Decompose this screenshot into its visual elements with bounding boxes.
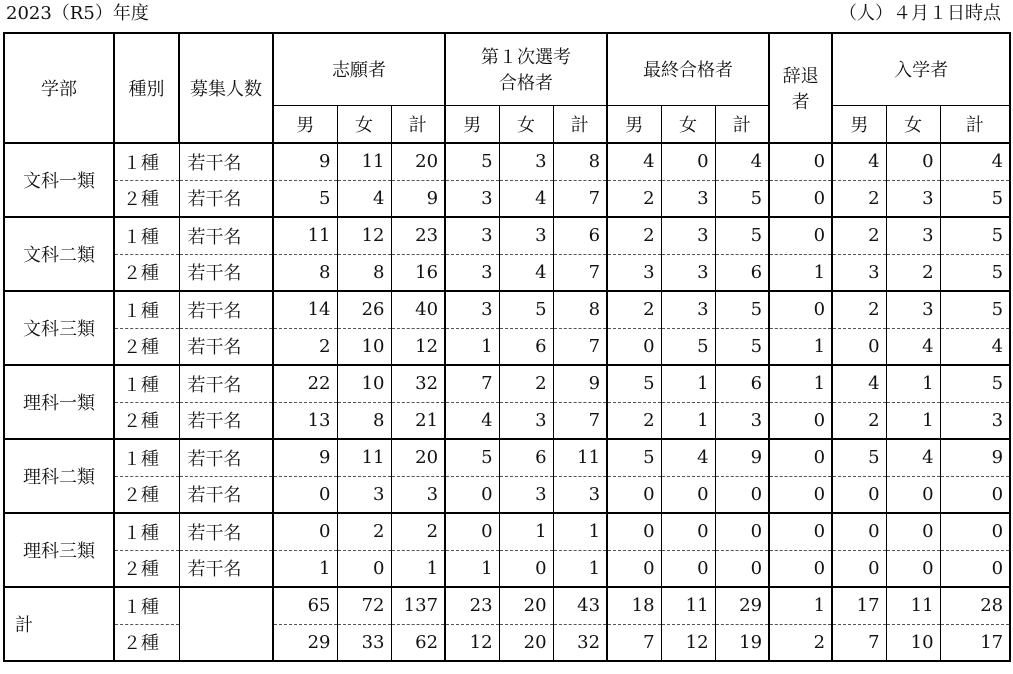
cell-fp-m: 3 — [445, 254, 499, 291]
cell-fin-f: 5 — [661, 328, 715, 365]
cell-app-m: 5 — [273, 180, 337, 217]
faculty-name: 文科二類 — [4, 217, 114, 291]
cell-app-m: 0 — [273, 476, 337, 513]
cell-fin-m: 0 — [607, 550, 661, 587]
cell-fp-f: 6 — [499, 328, 553, 365]
cell-ent-m: 3 — [832, 254, 886, 291]
cell-dec: 0 — [769, 550, 832, 587]
cell-fp-f: 2 — [499, 365, 553, 402]
cell-fp-t: 7 — [553, 254, 607, 291]
table-row — [4, 291, 1010, 328]
sub-header-final-pass-male: 男 — [607, 105, 661, 143]
cell-ent-f: 0 — [886, 143, 940, 180]
cell-ent-t: 4 — [940, 328, 1010, 365]
sub-header-final-pass-female: 女 — [661, 105, 715, 143]
faculty-name: 文科一類 — [4, 143, 114, 217]
col-header-first-pass: 第１次選考合格者 — [445, 33, 607, 105]
col-header-enrolled: 入学者 — [832, 33, 1010, 105]
cell-app-f: 72 — [337, 587, 391, 624]
cell-app-t: 20 — [391, 143, 445, 180]
sub-header-enrolled-female: 女 — [886, 105, 940, 143]
cell-fin-m: 0 — [607, 476, 661, 513]
cell-app-m: 11 — [273, 217, 337, 254]
cell-dec: 0 — [769, 402, 832, 439]
sub-header-final-pass-total: 計 — [715, 105, 769, 143]
table-body — [4, 143, 1010, 661]
cell-app-t: 137 — [391, 587, 445, 624]
cell-dec: 0 — [769, 217, 832, 254]
cell-fp-t: 32 — [553, 624, 607, 661]
cell-app-f: 3 — [337, 476, 391, 513]
cell-ent-f: 0 — [886, 476, 940, 513]
cell-ent-m: 2 — [832, 291, 886, 328]
table-row — [4, 624, 1010, 661]
kind-cell: ２種 — [114, 180, 179, 217]
faculty-name: 理科一類 — [4, 365, 114, 439]
cell-ent-t: 0 — [940, 513, 1010, 550]
cell-app-f: 0 — [337, 550, 391, 587]
cell-ent-m: 2 — [832, 217, 886, 254]
table-row — [4, 439, 1010, 476]
cell-fin-f: 0 — [661, 143, 715, 180]
table-row — [4, 328, 1010, 365]
cell-ent-m: 0 — [832, 513, 886, 550]
cell-ent-m: 2 — [832, 180, 886, 217]
cell-dec: 0 — [769, 143, 832, 180]
faculty-name: 文科三類 — [4, 291, 114, 365]
cell-fin-t: 3 — [715, 402, 769, 439]
cell-fp-t: 1 — [553, 550, 607, 587]
cell-fp-m: 5 — [445, 439, 499, 476]
cell-app-f: 11 — [337, 143, 391, 180]
cell-fp-t: 8 — [553, 143, 607, 180]
kind-cell: １種 — [114, 587, 179, 624]
cell-fp-t: 1 — [553, 513, 607, 550]
cell-fin-f: 3 — [661, 254, 715, 291]
cell-ent-m: 4 — [832, 365, 886, 402]
cell-fin-f: 1 — [661, 402, 715, 439]
cell-app-f: 8 — [337, 254, 391, 291]
table-row — [4, 550, 1010, 587]
cell-app-t: 40 — [391, 291, 445, 328]
kind-cell: ２種 — [114, 254, 179, 291]
table-row — [4, 513, 1010, 550]
cell-fin-m: 3 — [607, 254, 661, 291]
col-header-kind: 種別 — [114, 33, 179, 143]
cell-fin-f: 3 — [661, 217, 715, 254]
quota-cell: 若干名 — [179, 328, 273, 365]
cell-fp-m: 12 — [445, 624, 499, 661]
cell-ent-t: 0 — [940, 550, 1010, 587]
year-label: 2023（R5）年度 — [6, 3, 149, 24]
cell-fp-f: 4 — [499, 254, 553, 291]
table-row — [4, 143, 1010, 180]
cell-ent-t: 28 — [940, 587, 1010, 624]
sub-header-first-pass-male: 男 — [445, 105, 499, 143]
kind-cell: １種 — [114, 365, 179, 402]
kind-cell: ２種 — [114, 550, 179, 587]
cell-ent-m: 0 — [832, 476, 886, 513]
cell-ent-m: 7 — [832, 624, 886, 661]
col-header-declined: 辞退者 — [769, 33, 832, 143]
cell-app-t: 62 — [391, 624, 445, 661]
cell-app-m: 13 — [273, 402, 337, 439]
cell-fin-m: 18 — [607, 587, 661, 624]
cell-fin-f: 12 — [661, 624, 715, 661]
cell-ent-t: 9 — [940, 439, 1010, 476]
cell-fp-m: 5 — [445, 143, 499, 180]
cell-app-t: 3 — [391, 476, 445, 513]
quota-cell: 若干名 — [179, 513, 273, 550]
cell-fp-m: 3 — [445, 291, 499, 328]
cell-fp-f: 5 — [499, 291, 553, 328]
cell-fin-f: 1 — [661, 365, 715, 402]
cell-ent-m: 17 — [832, 587, 886, 624]
cell-fin-t: 5 — [715, 328, 769, 365]
cell-fp-f: 0 — [499, 550, 553, 587]
cell-dec: 1 — [769, 328, 832, 365]
cell-fp-f: 3 — [499, 143, 553, 180]
cell-fin-t: 5 — [715, 180, 769, 217]
sub-header-first-pass-total: 計 — [553, 105, 607, 143]
cell-fp-f: 3 — [499, 217, 553, 254]
cell-app-m: 9 — [273, 143, 337, 180]
quota-cell: 若干名 — [179, 180, 273, 217]
kind-cell: １種 — [114, 291, 179, 328]
table-row — [4, 476, 1010, 513]
cell-app-m: 2 — [273, 328, 337, 365]
cell-ent-t: 17 — [940, 624, 1010, 661]
faculty-name: 理科三類 — [4, 513, 114, 587]
col-header-applicants: 志願者 — [273, 33, 445, 105]
cell-app-f: 12 — [337, 217, 391, 254]
cell-ent-f: 3 — [886, 291, 940, 328]
cell-fp-f: 20 — [499, 587, 553, 624]
cell-ent-f: 0 — [886, 513, 940, 550]
cell-app-f: 10 — [337, 365, 391, 402]
cell-fp-m: 3 — [445, 217, 499, 254]
kind-cell: ２種 — [114, 328, 179, 365]
cell-app-m: 0 — [273, 513, 337, 550]
cell-app-t: 2 — [391, 513, 445, 550]
quota-cell — [179, 587, 273, 624]
cell-ent-f: 11 — [886, 587, 940, 624]
cell-app-f: 11 — [337, 439, 391, 476]
cell-app-m: 8 — [273, 254, 337, 291]
faculty-name: 理科二類 — [4, 439, 114, 513]
table-row — [4, 217, 1010, 254]
cell-ent-m: 5 — [832, 439, 886, 476]
cell-fin-m: 2 — [607, 291, 661, 328]
cell-fin-t: 6 — [715, 365, 769, 402]
cell-fin-m: 5 — [607, 439, 661, 476]
cell-ent-f: 2 — [886, 254, 940, 291]
cell-fp-f: 6 — [499, 439, 553, 476]
cell-fin-t: 0 — [715, 550, 769, 587]
cell-fp-m: 23 — [445, 587, 499, 624]
cell-app-f: 10 — [337, 328, 391, 365]
cell-fin-m: 7 — [607, 624, 661, 661]
cell-app-f: 8 — [337, 402, 391, 439]
cell-fp-t: 3 — [553, 476, 607, 513]
sub-header-applicants-female: 女 — [337, 105, 391, 143]
cell-fp-t: 8 — [553, 291, 607, 328]
cell-fp-m: 0 — [445, 513, 499, 550]
cell-fp-t: 9 — [553, 365, 607, 402]
cell-ent-t: 5 — [940, 365, 1010, 402]
cell-fp-t: 11 — [553, 439, 607, 476]
cell-ent-m: 0 — [832, 328, 886, 365]
cell-fin-t: 5 — [715, 217, 769, 254]
quota-cell: 若干名 — [179, 291, 273, 328]
cell-fp-t: 6 — [553, 217, 607, 254]
cell-app-m: 29 — [273, 624, 337, 661]
quota-cell: 若干名 — [179, 217, 273, 254]
cell-app-m: 14 — [273, 291, 337, 328]
date-note: （人）４月１日時点 — [839, 3, 1001, 24]
quota-cell: 若干名 — [179, 550, 273, 587]
cell-fp-m: 0 — [445, 476, 499, 513]
cell-fin-m: 0 — [607, 513, 661, 550]
cell-fp-f: 20 — [499, 624, 553, 661]
cell-ent-t: 5 — [940, 217, 1010, 254]
cell-app-t: 9 — [391, 180, 445, 217]
cell-ent-t: 0 — [940, 476, 1010, 513]
col-header-faculty: 学部 — [4, 33, 114, 143]
cell-ent-m: 4 — [832, 143, 886, 180]
cell-fp-m: 1 — [445, 550, 499, 587]
quota-cell: 若干名 — [179, 476, 273, 513]
kind-cell: ２種 — [114, 402, 179, 439]
sub-header-first-pass-female: 女 — [499, 105, 553, 143]
cell-app-m: 65 — [273, 587, 337, 624]
quota-cell: 若干名 — [179, 143, 273, 180]
cell-fp-f: 1 — [499, 513, 553, 550]
kind-cell: ２種 — [114, 624, 179, 661]
col-header-final-pass: 最終合格者 — [607, 33, 769, 105]
cell-fin-m: 0 — [607, 328, 661, 365]
cell-dec: 1 — [769, 587, 832, 624]
cell-app-t: 23 — [391, 217, 445, 254]
cell-fin-f: 0 — [661, 513, 715, 550]
cell-app-t: 21 — [391, 402, 445, 439]
cell-fin-t: 6 — [715, 254, 769, 291]
sub-header-applicants-male: 男 — [273, 105, 337, 143]
cell-app-t: 16 — [391, 254, 445, 291]
sub-header-enrolled-total: 計 — [940, 105, 1010, 143]
kind-cell: １種 — [114, 513, 179, 550]
admissions-table — [3, 32, 1011, 662]
cell-ent-f: 3 — [886, 180, 940, 217]
cell-fin-t: 4 — [715, 143, 769, 180]
table-row — [4, 254, 1010, 291]
cell-ent-t: 5 — [940, 291, 1010, 328]
quota-cell: 若干名 — [179, 254, 273, 291]
cell-ent-m: 2 — [832, 402, 886, 439]
cell-fp-t: 43 — [553, 587, 607, 624]
cell-dec: 2 — [769, 624, 832, 661]
cell-ent-f: 0 — [886, 550, 940, 587]
cell-fin-m: 2 — [607, 217, 661, 254]
cell-ent-t: 3 — [940, 402, 1010, 439]
cell-app-f: 4 — [337, 180, 391, 217]
cell-app-m: 1 — [273, 550, 337, 587]
cell-fin-t: 0 — [715, 476, 769, 513]
kind-cell: １種 — [114, 143, 179, 180]
quota-cell: 若干名 — [179, 402, 273, 439]
kind-cell: ２種 — [114, 476, 179, 513]
cell-fp-f: 3 — [499, 476, 553, 513]
quota-cell: 若干名 — [179, 365, 273, 402]
cell-ent-f: 1 — [886, 365, 940, 402]
table-row — [4, 587, 1010, 624]
cell-fin-f: 3 — [661, 291, 715, 328]
cell-fp-m: 1 — [445, 328, 499, 365]
col-header-quota: 募集人数 — [179, 33, 273, 143]
cell-fin-t: 5 — [715, 291, 769, 328]
cell-fin-m: 4 — [607, 143, 661, 180]
cell-fin-m: 2 — [607, 402, 661, 439]
cell-fp-t: 7 — [553, 180, 607, 217]
cell-dec: 1 — [769, 254, 832, 291]
cell-ent-f: 4 — [886, 439, 940, 476]
cell-fin-m: 5 — [607, 365, 661, 402]
cell-fin-f: 0 — [661, 476, 715, 513]
cell-app-t: 12 — [391, 328, 445, 365]
cell-fp-m: 4 — [445, 402, 499, 439]
cell-ent-f: 10 — [886, 624, 940, 661]
cell-fin-f: 0 — [661, 550, 715, 587]
kind-cell: １種 — [114, 217, 179, 254]
table-row — [4, 365, 1010, 402]
cell-app-t: 20 — [391, 439, 445, 476]
cell-fin-f: 4 — [661, 439, 715, 476]
cell-app-t: 1 — [391, 550, 445, 587]
cell-fin-t: 0 — [715, 513, 769, 550]
cell-dec: 0 — [769, 180, 832, 217]
cell-app-t: 32 — [391, 365, 445, 402]
cell-fp-m: 7 — [445, 365, 499, 402]
cell-dec: 0 — [769, 439, 832, 476]
cell-ent-f: 4 — [886, 328, 940, 365]
cell-ent-t: 4 — [940, 143, 1010, 180]
sub-header-enrolled-male: 男 — [832, 105, 886, 143]
cell-fin-t: 19 — [715, 624, 769, 661]
table-row — [4, 180, 1010, 217]
cell-fp-t: 7 — [553, 402, 607, 439]
cell-dec: 1 — [769, 365, 832, 402]
cell-app-f: 33 — [337, 624, 391, 661]
sub-header-applicants-total: 計 — [391, 105, 445, 143]
table-row — [4, 402, 1010, 439]
cell-fp-f: 4 — [499, 180, 553, 217]
cell-fin-m: 2 — [607, 180, 661, 217]
table-header — [4, 33, 1010, 143]
cell-ent-m: 0 — [832, 550, 886, 587]
cell-fin-f: 11 — [661, 587, 715, 624]
cell-ent-t: 5 — [940, 254, 1010, 291]
cell-app-f: 26 — [337, 291, 391, 328]
cell-dec: 0 — [769, 291, 832, 328]
total-label: 計 — [4, 587, 114, 661]
cell-fin-f: 3 — [661, 180, 715, 217]
cell-fin-t: 9 — [715, 439, 769, 476]
cell-fin-t: 29 — [715, 587, 769, 624]
quota-cell — [179, 624, 273, 661]
cell-ent-f: 3 — [886, 217, 940, 254]
cell-app-m: 9 — [273, 439, 337, 476]
cell-app-m: 22 — [273, 365, 337, 402]
cell-app-f: 2 — [337, 513, 391, 550]
cell-ent-f: 1 — [886, 402, 940, 439]
cell-dec: 0 — [769, 476, 832, 513]
cell-fp-t: 7 — [553, 328, 607, 365]
kind-cell: １種 — [114, 439, 179, 476]
quota-cell: 若干名 — [179, 439, 273, 476]
cell-fp-m: 3 — [445, 180, 499, 217]
cell-fp-f: 3 — [499, 402, 553, 439]
cell-ent-t: 5 — [940, 180, 1010, 217]
cell-dec: 0 — [769, 513, 832, 550]
